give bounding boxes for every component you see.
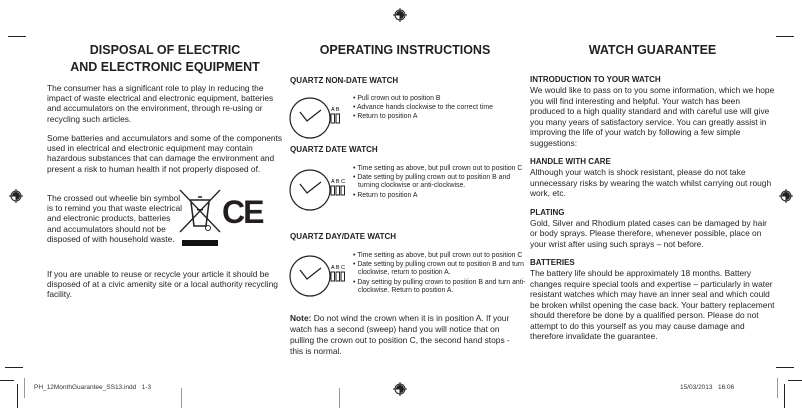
disposal-title-line2: AND ELECTRONIC EQUIPMENT (70, 60, 260, 74)
instruction-bullet: • Date setting by pulling crown out to position B and turning clockwise or anti-clockwise. (352, 174, 530, 190)
operating-title: OPERATING INSTRUCTIONS (319, 43, 491, 57)
disposal-column (40, 42, 290, 76)
instruction-bullet: • Advance hands clockwise to the correct time (352, 104, 530, 112)
crown-position-labels: A B (331, 107, 340, 113)
ce-mark: CE (222, 194, 263, 230)
disposal-para-3: The crossed out wheelie bin symbol is to remind you that waste electrical and electronic products, batteries and accumulators should not be disposed of with household waste. (47, 193, 182, 244)
section-heading: PLATING (530, 207, 565, 217)
section-heading: BATTERIES (530, 258, 575, 267)
registration-mark-icon (393, 382, 407, 396)
section-heading: HANDLE WITH CARE (530, 157, 611, 166)
disposal-title-line1: DISPOSAL OF ELECTRIC (89, 43, 241, 57)
crown-position-labels: A B C (331, 179, 346, 185)
guarantee-section-intro (530, 75, 775, 148)
slug-divider (339, 388, 340, 408)
note-text: Do not wind the crown when it is in position A. If your watch has a second (sweep) hand you will notice that on pulling the crown out to position C, the second hand stops - this is normal. (290, 313, 510, 356)
slug-divider (181, 388, 182, 408)
section-text: Gold, Silver and Rhodium plated cases can be damaged by hair or body sprays. Please therefore, whenever possible, place on your wrist after using such sprays – not before. (530, 217, 767, 249)
guarantee-section-batteries (530, 258, 775, 342)
disposal-para-2: Some batteries and accumulators and some of the components used in electrical and electronic equipment may contain hazardous substances that can damage the environment and present a risk to human health if not properly disposed of. (47, 133, 283, 174)
instruction-bullet: • Return to position A (352, 192, 530, 200)
crop-mark (784, 384, 785, 408)
crown-position-labels: A B C (331, 265, 346, 271)
instruction-bullet: • Date setting by pulling crown out to position B and turn clockwise, return to position A. (352, 261, 530, 277)
operating-bullets (352, 95, 530, 123)
instruction-bullet: • Time setting as above, but pull crown out to position C (352, 165, 530, 173)
slug-divider (777, 378, 778, 398)
crop-mark (5, 367, 23, 368)
disposal-para-1: The consumer has a significant role to play in reducing the impact of waste electrical and electronic equipment, batteries and accumulators on the environment, through re-using or recycling such articles. (47, 83, 274, 124)
section-text: The battery life should be approximately 18 months. Battery changes require special tools and expertise – particularly in water resistant watches which may have an inner seal and which could be broken whilst opening the case back. Your battery replacement should therefore be done by a qualified person. Please do not attempt to do this yourself as you may cause damage and therefore invalidate the guarantee. (530, 268, 775, 341)
guarantee-section-handle (530, 157, 775, 199)
registration-mark-icon (779, 189, 793, 203)
watch-diagram-icon (288, 253, 350, 299)
section-text: Although your watch is shock resistant, please do not take unnecessary risks by wearing the watch whilst carrying out rough work, etc. (530, 167, 772, 198)
registration-mark-icon (9, 189, 23, 203)
crop-mark (8, 36, 26, 37)
operating-bullets (352, 165, 530, 201)
note-label: Note: (290, 313, 312, 323)
operating-note (290, 313, 525, 357)
watch-diagram-icon (288, 167, 350, 213)
crop-mark (788, 380, 802, 381)
section-text: We would like to pass on to you some information, which we hope you will find interesting and helpful. Your watch has been produced to a high quality standard and with careful use will give you many years of satisfactory service. You can greatly assist in improving the life of your watch by following a few simple suggestions: (530, 85, 775, 148)
guarantee-section-plating (530, 208, 775, 250)
footer-filename: PH_12MonthGuarantee_SS13.indd 1-3 (34, 384, 152, 391)
operating-section-heading: QUARTZ NON-DATE WATCH (290, 76, 399, 85)
registration-mark-icon (393, 8, 407, 22)
instruction-bullet: • Pull crown out to position B (352, 95, 530, 103)
crop-mark (17, 384, 18, 408)
crop-mark (776, 36, 794, 37)
slug-divider (24, 378, 25, 398)
section-heading: INTRODUCTION TO YOUR WATCH (530, 75, 661, 84)
operating-section-heading: QUARTZ DATE WATCH (290, 145, 378, 154)
crossed-out-wheelie-bin-icon (178, 188, 222, 248)
instruction-bullet: • Day setting by pulling crown to position B and turn anti-clockwise. Return to position A. (352, 279, 530, 295)
crop-mark (776, 367, 794, 368)
footer-datetime: 15/03/2013 16:06 (680, 384, 735, 391)
watch-diagram-icon (288, 95, 350, 141)
crop-mark (0, 380, 14, 381)
operating-bullets (352, 252, 530, 296)
operating-section-heading: QUARTZ DAY/DATE WATCH (290, 232, 397, 241)
guarantee-title: WATCH GUARANTEE (588, 43, 717, 57)
guarantee-sections (530, 75, 775, 342)
instruction-bullet: • Time setting as above, but pull crown out to position C (352, 252, 530, 260)
instruction-bullet: • Return to position A (352, 113, 530, 121)
disposal-para-4: If you are unable to reuse or recycle your article it should be disposed of at a civic amenity site or a local authority recycling facility. (47, 269, 278, 300)
